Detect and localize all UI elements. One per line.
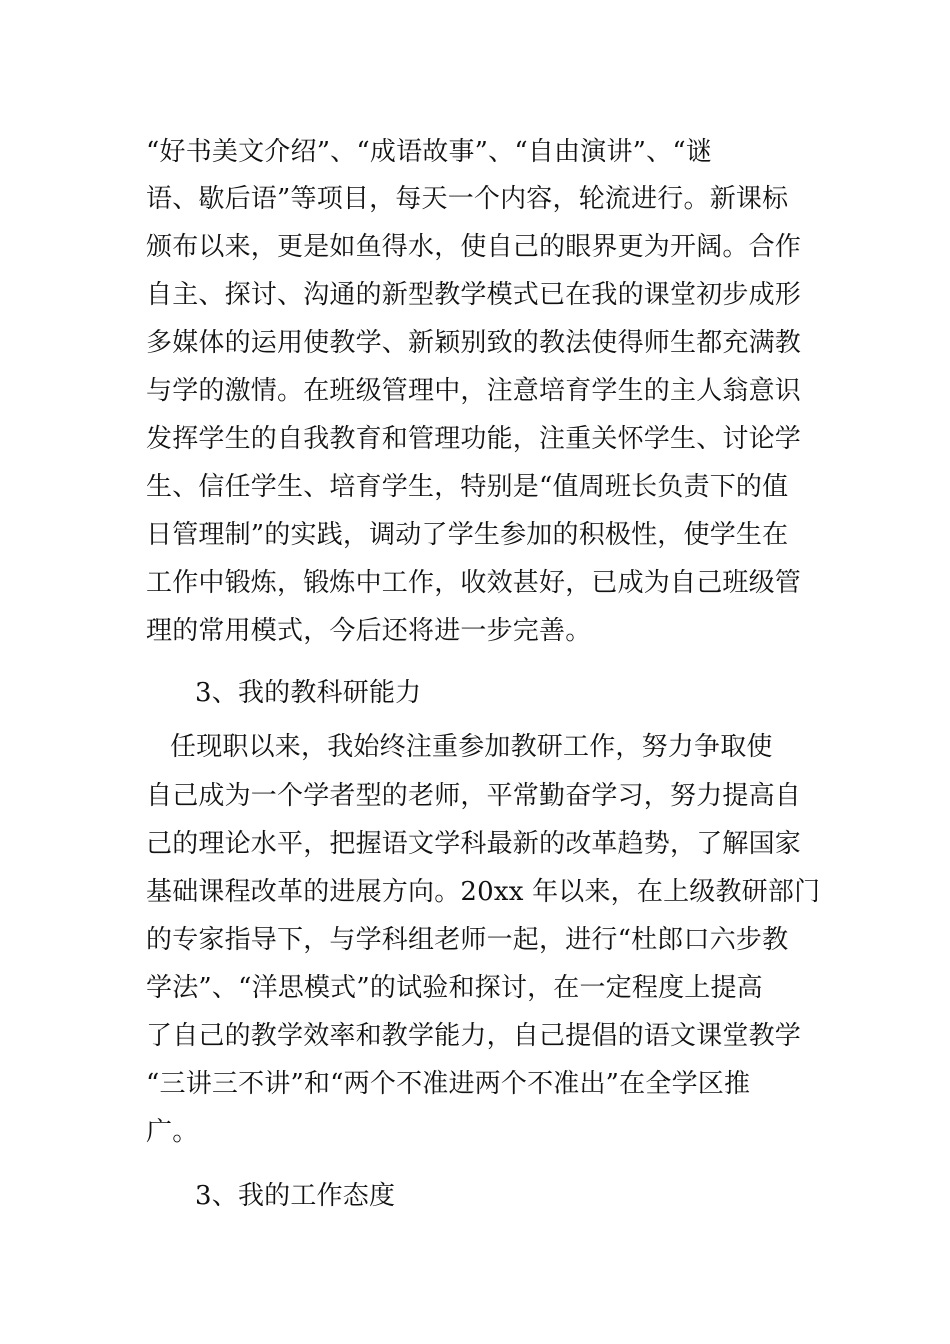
section-heading-research: 3、我的教科研能力: [195, 678, 422, 708]
paragraph-1-line-6: 与学的激情。在班级管理中，注意培育学生的主人翁意识: [146, 376, 802, 406]
paragraph-1-line-3: 颁布以来，更是如鱼得水，使自己的眼界更为开阔。合作: [146, 232, 802, 262]
paragraph-1-line-4: 自主、探讨、沟通的新型教学模式已在我的课堂初步成形: [146, 280, 802, 310]
paragraph-2-line-4: 基础课程改革的进展方向。20xx 年以来，在上级教研部门: [146, 877, 821, 907]
paragraph-1-line-8: 生、信任学生、培育学生，特别是“值周班长负责下的值: [146, 472, 789, 502]
paragraph-2-line-8: “三讲三不讲”和“两个不准进两个不准出”在全学区推: [146, 1069, 751, 1099]
paragraph-1-line-1: “好书美文介绍”、“成语故事”、“自由演讲”、“谜: [146, 137, 713, 167]
paragraph-2-line-1: 任现职以来，我始终注重参加教研工作，努力争取使: [170, 732, 773, 762]
paragraph-2-line-9: 广。: [146, 1117, 199, 1147]
paragraph-1-line-10: 工作中锻炼，锻炼中工作，收效甚好，已成为自己班级管: [146, 568, 802, 598]
paragraph-2-line-3: 己的理论水平，把握语文学科最新的改革趋势，了解国家: [146, 829, 802, 859]
paragraph-2-line-2: 自己成为一个学者型的老师，平常勤奋学习，努力提高自: [146, 781, 802, 811]
paragraph-1-line-5: 多媒体的运用使教学、新颖别致的教法使得师生都充满教: [146, 328, 802, 358]
paragraph-1-line-9: 日管理制”的实践，调动了学生参加的积极性，使学生在: [146, 520, 789, 550]
paragraph-1-line-11: 理的常用模式，今后还将进一步完善。: [146, 616, 592, 646]
paragraph-2-line-5: 的专家指导下，与学科组老师一起，进行“杜郎口六步教: [146, 925, 789, 955]
paragraph-2-line-7: 了自己的教学效率和教学能力，自己提倡的语文课堂教学: [146, 1021, 802, 1051]
paragraph-1-line-2: 语、歇后语”等项目，每天一个内容，轮流进行。新课标: [146, 184, 789, 214]
paragraph-1-line-7: 发挥学生的自我教育和管理功能，注重关怀学生、讨论学: [146, 424, 802, 454]
paragraph-2-line-6: 学法”、“洋思模式”的试验和探讨，在一定程度上提高: [146, 973, 763, 1003]
section-heading-attitude: 3、我的工作态度: [195, 1181, 396, 1211]
